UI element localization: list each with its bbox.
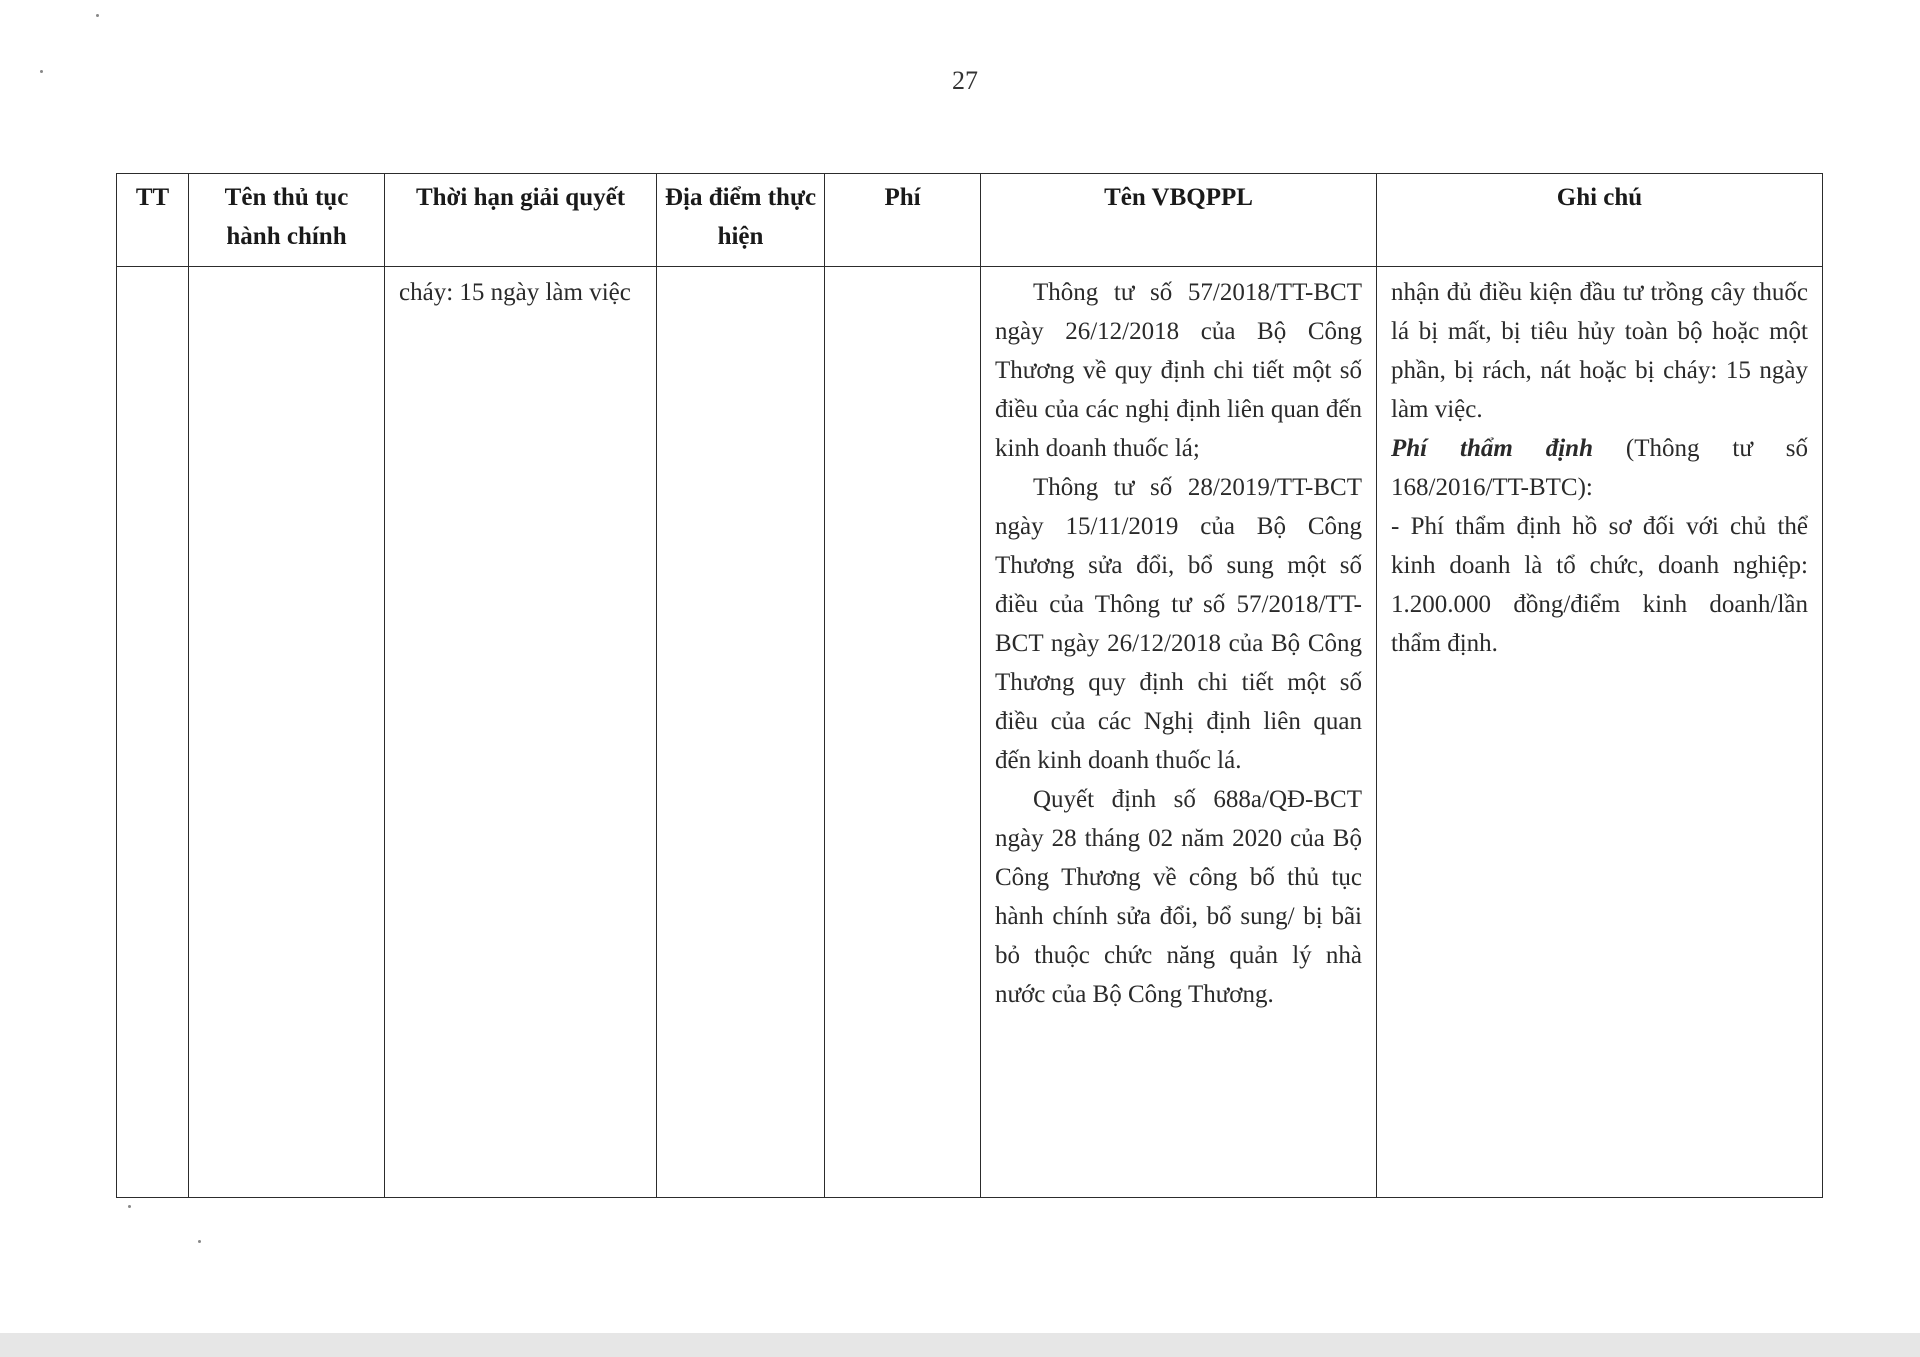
scan-bottom-edge	[0, 1333, 1920, 1357]
scan-speck	[40, 70, 43, 73]
scan-speck	[128, 1205, 131, 1208]
header-time-limit: Thời hạn giải quyết	[385, 174, 657, 267]
notes-fee-line	[1391, 429, 1808, 507]
procedure-table	[116, 173, 1823, 1198]
time-limit-text: cháy: 15 ngày làm việc	[399, 279, 631, 306]
cell-tt	[117, 267, 189, 1198]
header-fee: Phí	[825, 174, 981, 267]
header-location: Địa điểm thực hiện	[657, 174, 825, 267]
fee-label: Phí thẩm định	[1391, 435, 1593, 462]
cell-legal-docs	[981, 267, 1377, 1198]
cell-notes	[1377, 267, 1823, 1198]
legal-doc-paragraph: Thông tư số 28/2019/TT-BCT ngày 15/11/2019 của Bộ Công Thương sửa đổi, bổ sung một số điều của Thông tư số 57/2018/TT-BCT ngày 26/12/2018 của Bộ Công Thương quy định chi tiết một số điều của các Nghị định liên quan đến kinh doanh thuốc lá.	[995, 474, 1362, 774]
cell-fee	[825, 267, 981, 1198]
cell-procedure-name	[189, 267, 385, 1198]
header-legal-docs: Tên VBQPPL	[981, 174, 1377, 267]
header-procedure-name: Tên thủ tục hành chính	[189, 174, 385, 267]
notes-intro: nhận đủ điều kiện đầu tư trồng cây thuốc lá bị mất, bị tiêu hủy toàn bộ hoặc một phần, bị rách, nát hoặc bị cháy: 15 ngày làm việc.	[1391, 279, 1808, 423]
legal-doc-paragraph: Thông tư số 57/2018/TT-BCT ngày 26/12/2018 của Bộ Công Thương về quy định chi tiết một số điều của các nghị định liên quan đến kinh doanh thuốc lá;	[995, 279, 1362, 462]
fee-source: (Thông tư số 168/2016/TT-BTC):	[1391, 435, 1809, 501]
header-notes: Ghi chú	[1377, 174, 1823, 267]
scan-speck	[198, 1240, 201, 1243]
scan-speck	[96, 14, 99, 17]
table-header-row	[117, 174, 1823, 267]
table-row	[117, 267, 1823, 1198]
page-number: 27	[952, 66, 978, 95]
cell-time-limit	[385, 267, 657, 1198]
cell-location	[657, 267, 825, 1198]
header-tt: TT	[117, 174, 189, 267]
legal-doc-paragraph: Quyết định số 688a/QĐ-BCT ngày 28 tháng 02 năm 2020 của Bộ Công Thương về công bố thủ tục hành chính sửa đổi, bổ sung/ bị bãi bỏ thuộc chức năng quản lý nhà nước của Bộ Công Thương.	[995, 786, 1362, 1008]
notes-fee-detail: - Phí thẩm định hồ sơ đối với chủ thể kinh doanh là tổ chức, doanh nghiệp: 1.200.000 đồng/điểm kinh doanh/lần thẩm định.	[1391, 513, 1808, 657]
